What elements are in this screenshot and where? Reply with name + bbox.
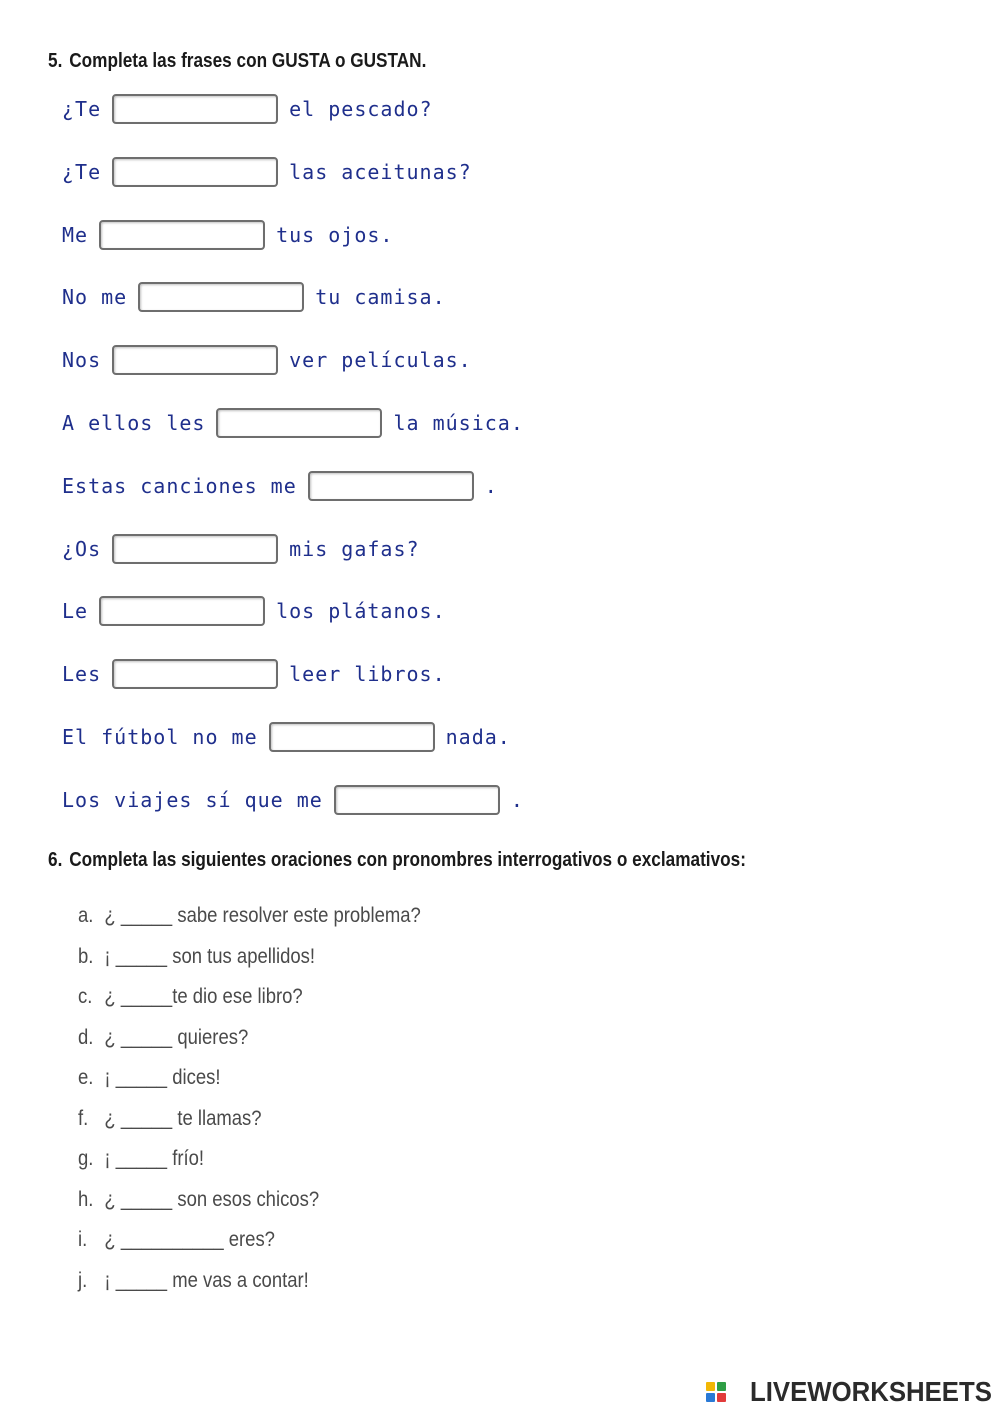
question-letter: f. bbox=[78, 1106, 89, 1130]
exercise-row bbox=[62, 720, 511, 754]
question-text: ¿ _____ quieres? bbox=[104, 1025, 249, 1049]
question-item bbox=[78, 1180, 421, 1221]
question-letter: d. bbox=[78, 1025, 94, 1049]
question-item bbox=[78, 1261, 421, 1302]
row-text-before: Estas canciones me bbox=[62, 473, 297, 498]
exercise-row bbox=[62, 594, 446, 628]
section-5-number: 5. bbox=[48, 50, 63, 72]
row-text-before: Los viajes sí que me bbox=[62, 787, 323, 812]
answer-input[interactable] bbox=[138, 282, 304, 312]
exercise-row bbox=[62, 92, 433, 126]
answer-input[interactable] bbox=[112, 345, 278, 375]
answer-input[interactable] bbox=[334, 785, 500, 815]
row-text-after: . bbox=[510, 787, 524, 812]
logo-square-2 bbox=[717, 1382, 726, 1391]
row-text-before: ¿Te bbox=[62, 97, 102, 121]
question-text: ¡ _____ frío! bbox=[104, 1147, 205, 1171]
section-6-title: Completa las siguientes oraciones con pronombres interrogativos o exclamativos: bbox=[69, 849, 746, 871]
question-letter: g. bbox=[78, 1147, 94, 1171]
row-text-before: Me bbox=[62, 222, 89, 247]
answer-input[interactable] bbox=[269, 722, 435, 752]
question-text: ¿ __________ eres? bbox=[104, 1228, 275, 1252]
row-text-after: las aceitunas? bbox=[289, 159, 472, 184]
row-text-after: el pescado? bbox=[289, 97, 433, 121]
exercise-row bbox=[62, 657, 446, 691]
question-text: ¡ _____ me vas a contar! bbox=[104, 1268, 309, 1292]
question-letter: c. bbox=[78, 985, 93, 1009]
logo-square-3 bbox=[706, 1393, 715, 1402]
question-list bbox=[78, 896, 468, 1301]
question-item bbox=[78, 937, 421, 978]
question-letter: j. bbox=[78, 1268, 88, 1292]
exercise-row bbox=[62, 406, 524, 440]
question-item bbox=[78, 1139, 421, 1180]
question-text: ¿ _____ sabe resolver este problema? bbox=[104, 904, 421, 928]
answer-input[interactable] bbox=[308, 471, 474, 501]
section-6-heading bbox=[48, 849, 746, 872]
question-letter: h. bbox=[78, 1187, 94, 1211]
exercise-row bbox=[62, 343, 472, 377]
question-item bbox=[78, 1018, 421, 1059]
logo-square-1 bbox=[706, 1382, 715, 1391]
question-text: ¿ _____ son esos chicos? bbox=[104, 1187, 320, 1211]
question-item bbox=[78, 977, 421, 1018]
row-text-after: los plátanos. bbox=[276, 599, 446, 624]
row-text-after: nada. bbox=[445, 725, 511, 749]
row-text-after: tus ojos. bbox=[276, 222, 394, 247]
section-5-title: Completa las frases con GUSTA o GUSTAN. bbox=[69, 50, 427, 72]
row-text-before: ¿Te bbox=[62, 159, 102, 184]
exercise-row bbox=[62, 469, 498, 503]
row-text-before: Nos bbox=[62, 348, 102, 373]
section-6-number: 6. bbox=[48, 849, 63, 871]
question-letter: i. bbox=[78, 1228, 88, 1252]
logo-text: LIVEWORKSHEETS bbox=[750, 1376, 992, 1407]
exercise-row bbox=[62, 532, 420, 566]
answer-input[interactable] bbox=[99, 220, 265, 250]
question-letter: e. bbox=[78, 1066, 94, 1090]
question-item bbox=[78, 896, 421, 937]
row-text-after: ver películas. bbox=[289, 348, 472, 373]
question-item bbox=[78, 1099, 421, 1140]
exercise-row bbox=[62, 155, 472, 189]
answer-input[interactable] bbox=[216, 408, 382, 438]
row-text-after: . bbox=[484, 473, 498, 498]
logo-square-4 bbox=[717, 1393, 726, 1402]
row-text-before: Le bbox=[62, 599, 89, 624]
logo-mark-icon bbox=[706, 1382, 726, 1402]
row-text-after: leer libros. bbox=[289, 662, 446, 687]
question-letter: a. bbox=[78, 904, 94, 928]
row-text-before: El fútbol no me bbox=[62, 725, 258, 749]
answer-input[interactable] bbox=[112, 534, 278, 564]
question-text: ¿ _____te dio ese libro? bbox=[104, 985, 303, 1009]
exercise-row bbox=[62, 218, 393, 252]
row-text-before: ¿Os bbox=[62, 536, 102, 561]
exercise-row bbox=[62, 783, 524, 817]
row-text-after: tu camisa. bbox=[315, 285, 446, 310]
liveworksheets-logo bbox=[706, 1376, 992, 1408]
row-text-before: A ellos les bbox=[62, 411, 206, 435]
answer-input[interactable] bbox=[112, 157, 278, 187]
question-item bbox=[78, 1058, 421, 1099]
question-text: ¿ _____ te llamas? bbox=[104, 1106, 262, 1130]
question-text: ¡ _____ son tus apellidos! bbox=[104, 944, 316, 968]
question-text: ¡ _____ dices! bbox=[104, 1066, 221, 1090]
row-text-before: Les bbox=[62, 662, 102, 687]
row-text-after: la música. bbox=[393, 411, 524, 435]
question-item bbox=[78, 1220, 421, 1261]
row-text-before: No me bbox=[62, 285, 128, 310]
answer-input[interactable] bbox=[112, 94, 278, 124]
question-letter: b. bbox=[78, 944, 94, 968]
row-text-after: mis gafas? bbox=[289, 536, 420, 561]
answer-input[interactable] bbox=[99, 596, 265, 626]
section-5-heading bbox=[48, 50, 426, 73]
answer-input[interactable] bbox=[112, 659, 278, 689]
exercise-row bbox=[62, 280, 446, 314]
